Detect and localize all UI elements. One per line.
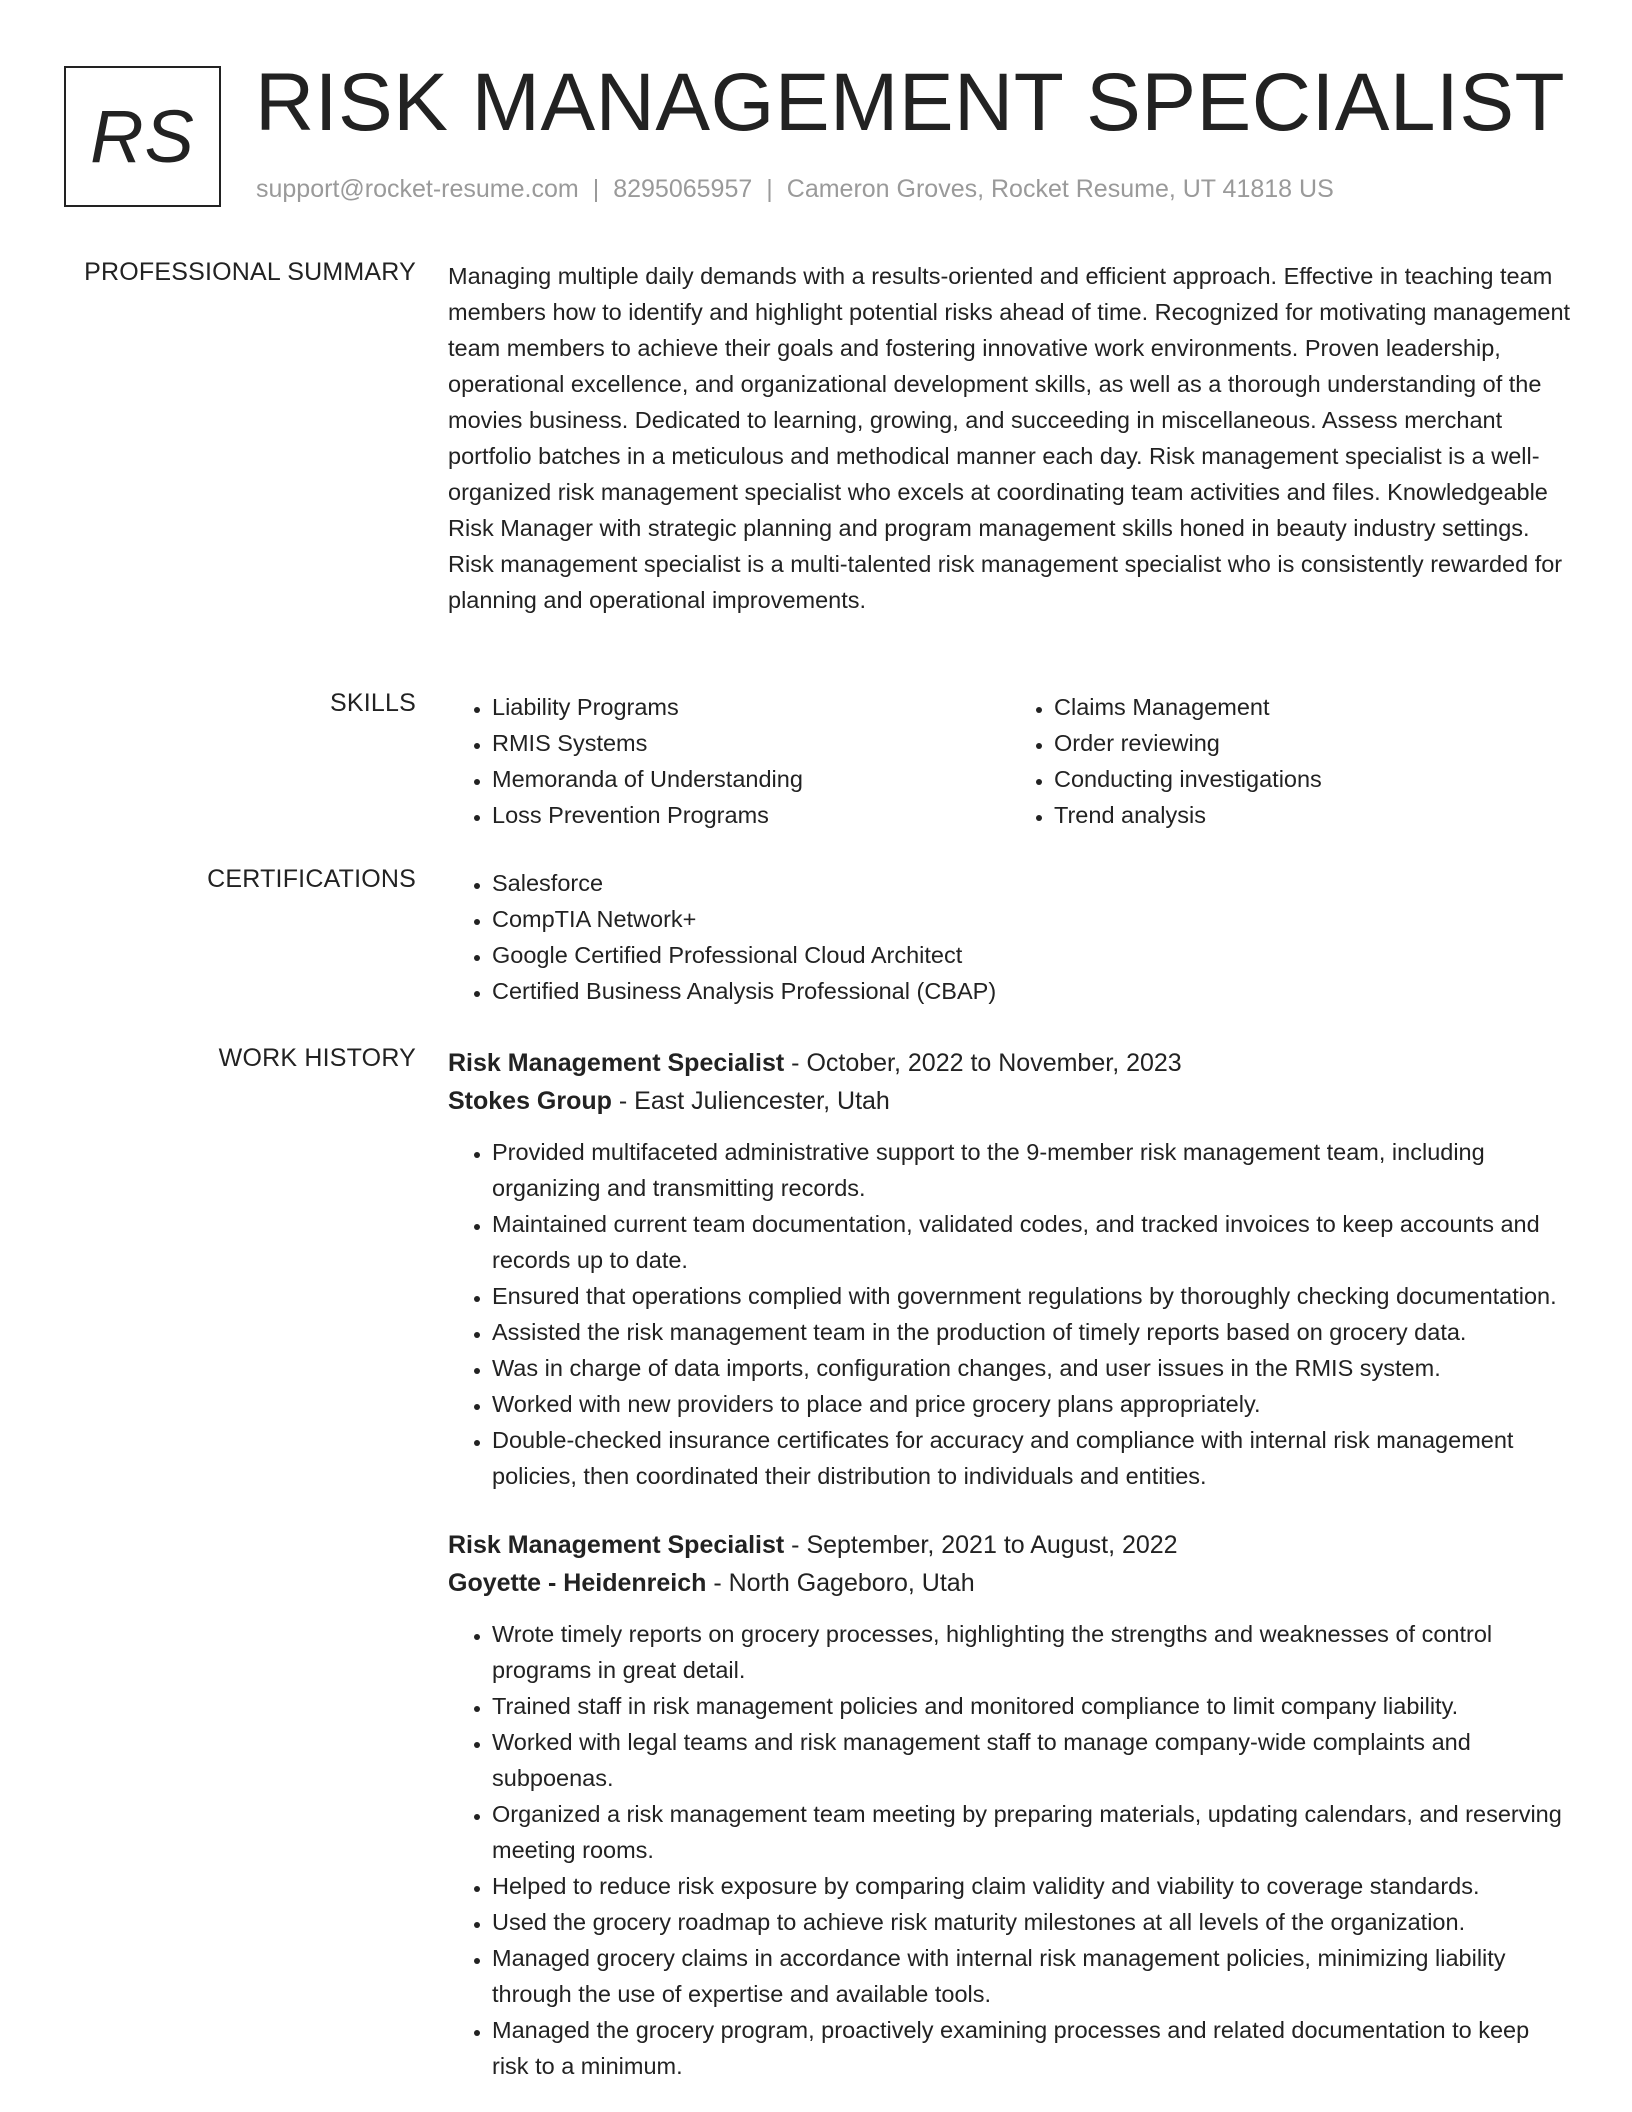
skill-item: • Order reviewing [1054,725,1572,761]
job-entry [448,1526,1572,2084]
job-bullet: • Was in charge of data imports, configuration changes, and user issues in the RMIS system. [492,1350,1572,1386]
job-bullet: • Provided multifaceted administrative support to the 9-member risk management team, including organizing and transmitting records. [492,1134,1572,1206]
job-bullet: • Ensured that operations complied with government regulations by thoroughly checking documentation. [492,1278,1572,1314]
job-company: Stokes Group [448,1087,612,1115]
section-label-work-history: WORK HISTORY [218,1044,416,1072]
skills-list-left [448,689,1010,833]
contact-phone[interactable]: 8295065957 [613,175,753,203]
job-entry [448,1044,1572,1494]
resume-title: RISK MANAGEMENT SPECIALIST [255,57,1566,148]
resume-header [64,57,1592,216]
contact-line [256,175,1334,204]
job-bullet: • Worked with new providers to place and price grocery plans appropriately. [492,1386,1572,1422]
monogram-logo: RS [64,66,221,207]
job-bullet: • Organized a risk management team meeting by preparing materials, updating calendars, and reserving meeting rooms. [492,1796,1572,1868]
job-title: Risk Management Specialist [448,1049,785,1077]
job-bullet: • Used the grocery roadmap to achieve risk maturity milestones at all levels of the organization. [492,1904,1572,1940]
job-title-line [448,1044,1572,1082]
job-company-line [448,1082,1572,1120]
job-bullets [448,1616,1572,2084]
contact-separator: | [766,175,773,203]
skills-grid [448,689,1572,833]
job-bullet: • Managed grocery claims in accordance with internal risk management policies, minimizing liability through the use of expertise and available tools. [492,1940,1572,2012]
contact-email[interactable]: support@rocket-resume.com [256,175,579,203]
certification-item: • Certified Business Analysis Professional (CBAP) [492,973,1572,1009]
section-label-summary: PROFESSIONAL SUMMARY [84,258,416,286]
skill-item: • Claims Management [1054,689,1572,725]
job-bullet: • Double-checked insurance certificates for accuracy and compliance with internal risk management policies, then coordinated their distribution to individuals and entities. [492,1422,1572,1494]
job-location: - North Gageboro, Utah [706,1569,975,1597]
skill-item: • Conducting investigations [1054,761,1572,797]
certification-item: • Google Certified Professional Cloud Architect [492,937,1572,973]
job-bullet: • Helped to reduce risk exposure by comparing claim validity and viability to coverage standards. [492,1868,1572,1904]
contact-separator: | [592,175,600,203]
job-bullet: • Maintained current team documentation, validated codes, and tracked invoices to keep accounts and records up to date. [492,1206,1572,1278]
certification-item: • CompTIA Network+ [492,901,1572,937]
skill-item: • RMIS Systems [492,725,1010,761]
summary-text: Managing multiple daily demands with a results-oriented and efficient approach. Effective in teaching team members how to identify and highlight potential risks ahead of time. Recognized for motivating management team members to achieve their goals and fostering innovative work environments. Proven leadership, operational excellence, and organizational development skills, as well as a thorough understanding of the movies business. Dedicated to learning, growing, and succeeding in miscellaneous. Assess merchant portfolio batches in a meticulous and methodical manner each day. Risk management specialist is a well-organized risk management specialist who excels at coordinating team activities and files. Knowledgeable Risk Manager with strategic planning and program management skills honed in beauty industry settings. Risk management specialist is a multi-talented risk management specialist who is consistently rewarded for planning and operational improvements. [448,263,1571,613]
job-dates: - September, 2021 to August, 2022 [784,1531,1178,1559]
section-label-certifications: CERTIFICATIONS [207,865,416,893]
skill-item: • Loss Prevention Programs [492,797,1010,833]
certification-item: • Salesforce [492,865,1572,901]
job-bullets [448,1134,1572,1494]
job-title-line [448,1526,1572,1564]
job-bullet: • Wrote timely reports on grocery processes, highlighting the strengths and weaknesses of control programs in great detail. [492,1616,1572,1688]
job-dates: - October, 2022 to November, 2023 [784,1049,1182,1077]
contact-address: Cameron Groves, Rocket Resume, UT 41818 US [786,175,1334,203]
skill-item: • Liability Programs [492,689,1010,725]
job-company: Goyette - Heidenreich [448,1569,707,1597]
job-bullet: • Managed the grocery program, proactively examining processes and related documentation to keep risk to a minimum. [492,2012,1572,2084]
job-company-line [448,1564,1572,1602]
job-location: - East Juliencester, Utah [611,1087,890,1115]
skill-item: • Memoranda of Understanding [492,761,1010,797]
job-bullet: • Assisted the risk management team in the production of timely reports based on grocery data. [492,1314,1572,1350]
section-label-skills: SKILLS [330,689,416,717]
job-bullet: • Trained staff in risk management policies and monitored compliance to limit company liability. [492,1688,1572,1724]
job-title: Risk Management Specialist [448,1531,785,1559]
job-bullet: • Worked with legal teams and risk management staff to manage company-wide complaints and subpoenas. [492,1724,1572,1796]
certifications-list [448,865,1572,1009]
skills-list-right [1010,689,1572,833]
skill-item: • Trend analysis [1054,797,1572,833]
